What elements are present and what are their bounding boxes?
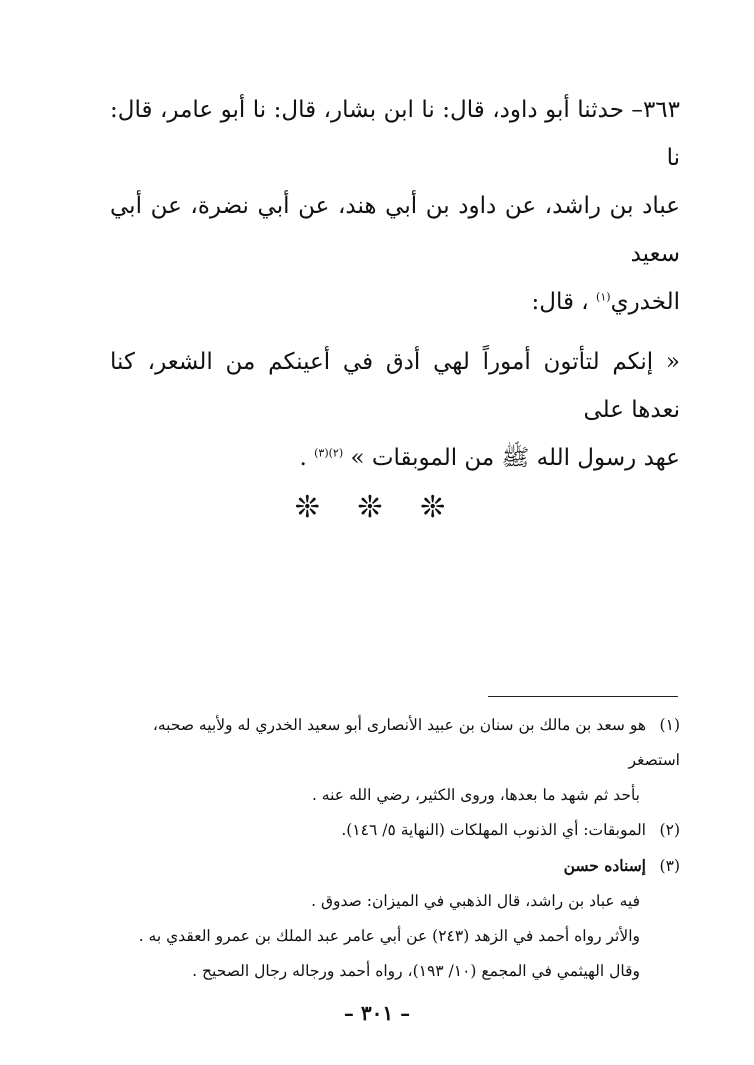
section-separator: ❊ ❊ ❊ (294, 490, 460, 525)
hadith-paragraph (110, 86, 680, 326)
footnote-3 (110, 848, 680, 884)
footnote-1-line-2: بأحد ثم شهد ما بعدها، وروى الكثير، رضي الله عنه . (311, 786, 640, 804)
footnote-3-line-3: وقال الهيثمي في المجمع (١٠/ ١٩٣)، رواه أحمد ورجاله رجال الصحيح . (192, 962, 640, 980)
footnote-3-line-2: والأثر رواه أحمد في الزهد (٢٤٣) عن أبي عامر عبد الملك بن عمرو العقدي به . (138, 927, 640, 945)
hadith-line-3 (532, 289, 680, 315)
footnote-2-text: الموبقات: أي الذنوب المهلكات (النهاية ٥/ ١٤٦). (341, 821, 646, 839)
footnote-3-line-1: فيه عباد بن راشد، قال الذهبي في الميزان: صدوق . (311, 892, 640, 910)
quote-end-mark: . (299, 445, 307, 471)
quote-line-1: « إنكم لتأتون أموراً لهي أدق في أعينكم من الشعر، كنا نعدها على (110, 349, 680, 423)
page-number: – ٣٠١ – (343, 1001, 411, 1025)
quote-line-2 (299, 445, 680, 471)
hadith-quote (110, 338, 680, 482)
footnotes (110, 708, 680, 989)
hadith-narrator: الخدري (610, 289, 680, 315)
footnote-1-line-1: هو سعد بن مالك بن سنان بن عبيد الأنصارى أبو سعيد الخدري له ولأبيه صحبه، استصغر (152, 716, 680, 769)
footnote-refs-2-3: (٢)(٣) (314, 446, 344, 460)
footnote-ref-1: (١) (596, 290, 611, 304)
footnote-2-number: (٢) (659, 821, 680, 839)
hadith-line-1: ٣٦٣– حدثنا أبو داود، قال: نا ابن بشار، قال: نا أبو عامر، قال: نا (110, 97, 680, 171)
hadith-line-2: عباد بن راشد، عن داود بن أبي هند، عن أبي نضرة، عن أبي سعيد (110, 193, 680, 267)
footnote-3-number: (٣) (659, 857, 680, 875)
hadith-text (110, 86, 680, 482)
footnote-3-title: إسناده حسن (563, 856, 646, 875)
hadith-qala: ، قال: (531, 289, 589, 315)
footnote-1 (110, 708, 680, 778)
footnote-1-number: (١) (659, 716, 680, 734)
quote-line-2-text: عهد رسول الله ﷺ من الموبقات » (350, 445, 680, 471)
footnote-2 (110, 813, 680, 848)
footnote-rule (488, 696, 678, 697)
